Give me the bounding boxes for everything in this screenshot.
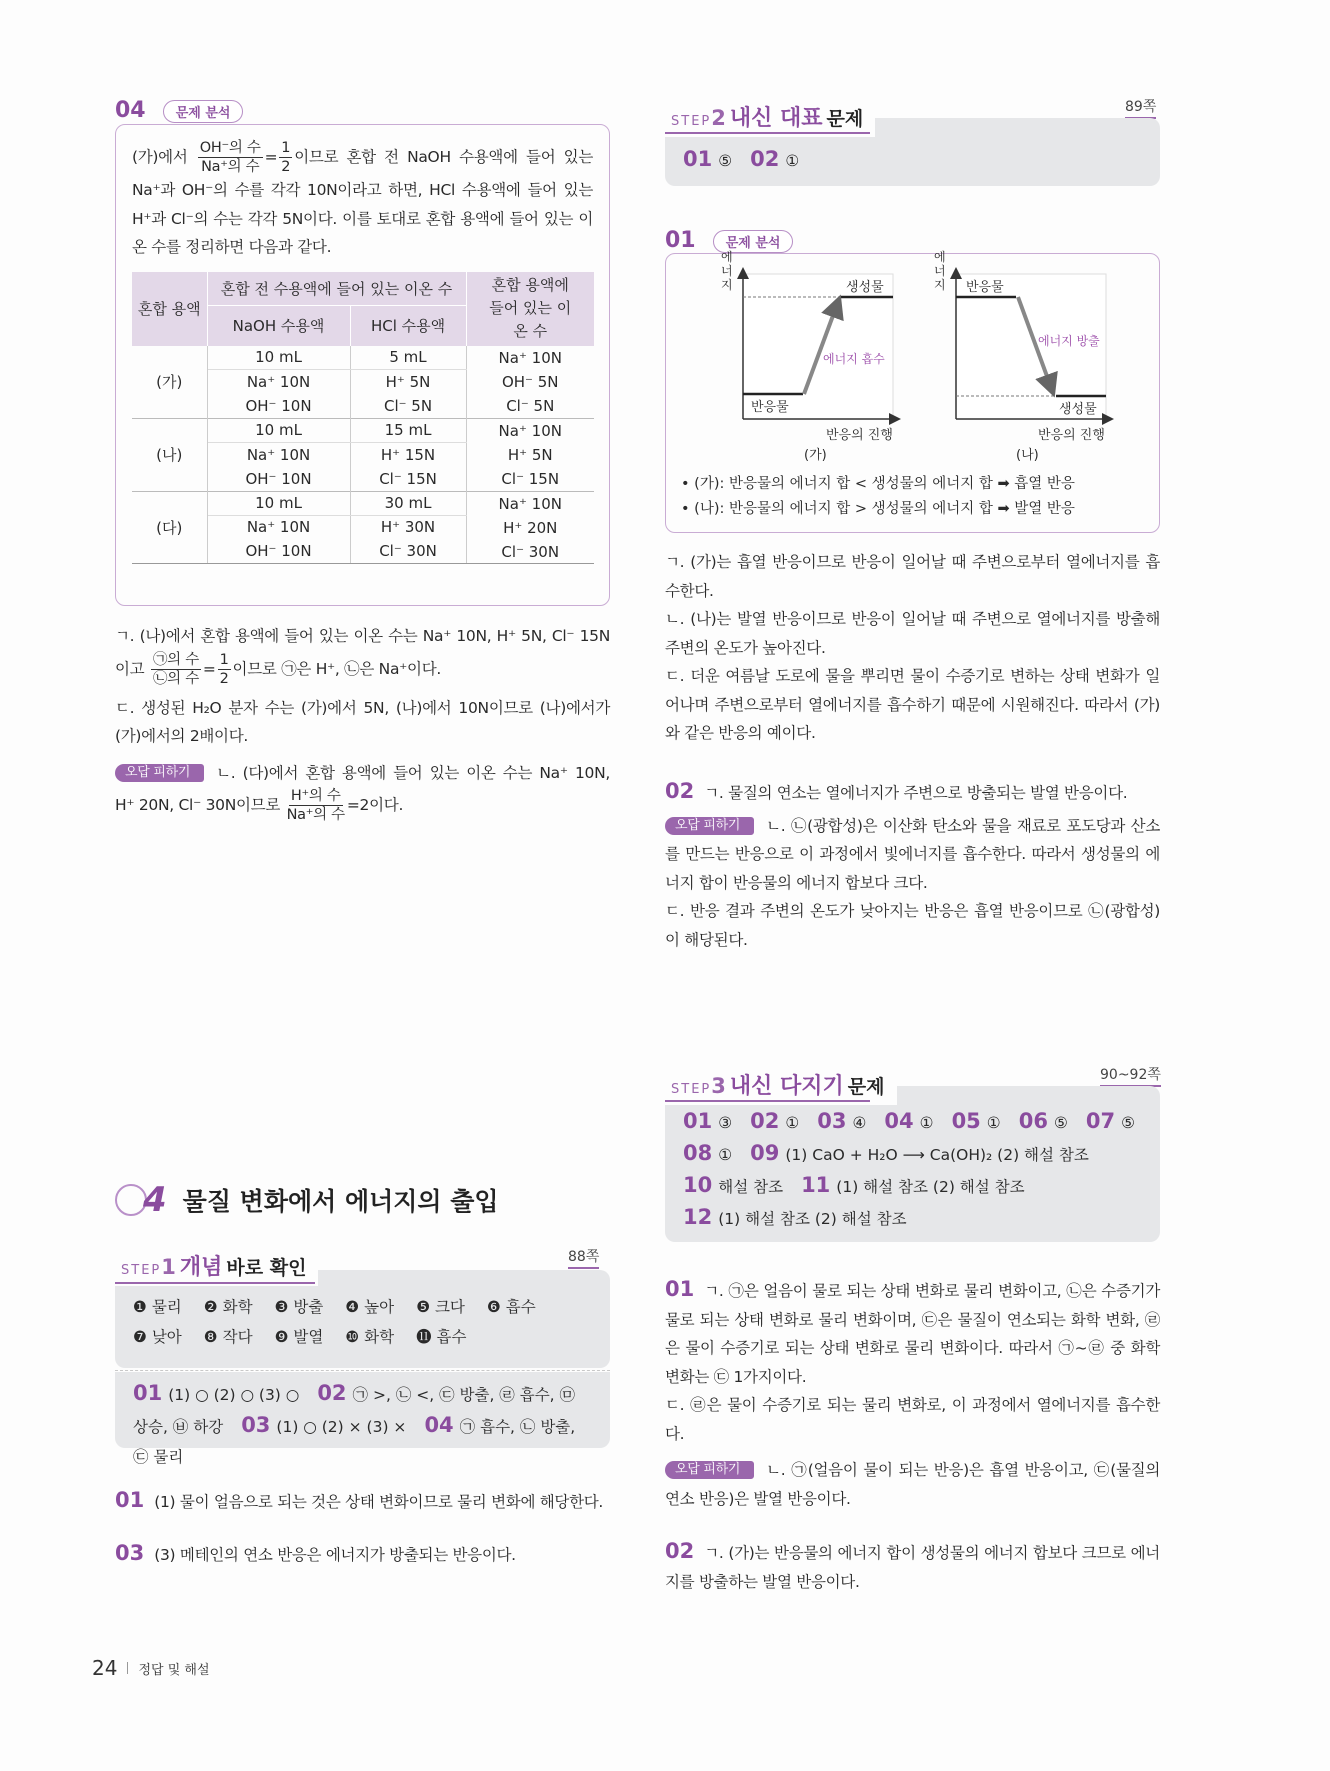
- step1-underline: [115, 1282, 315, 1284]
- answer-value: ③: [718, 1114, 733, 1132]
- answer-value: (1) CaO + H₂O ⟶ Ca(OH)₂ (2) 해설 참조: [785, 1146, 1089, 1164]
- ion-table: 혼합 용액 혼합 전 수용액에 들어 있는 이온 수 혼합 용액에 들어 있는 이온 수 NaOH 수용액 HCl 수용액 (가) 10 mL 5 mL Na⁺ 10N OH⁻ 5N Cl⁻ 5N Na⁺ 10N H⁺ 5N OH⁻ 10N Cl⁻ 5N (나) 10 mL 15 mL Na⁺ 10N H⁺ 5N Cl⁻ 15N Na⁺ 10N H⁺ 15N OH⁻ 10N Cl⁻ 15N (다) 10 mL 30 mL Na⁺ 10N H⁺ 20N Cl⁻ 30N Na⁺ 10N H⁺ 30N OH⁻ 10N Cl⁻ 30N: [132, 272, 594, 565]
- explanation-paragraph: [665, 548, 1160, 605]
- concept-answer-item: ❼ 낮아: [133, 1328, 182, 1346]
- text-segment: (가)에서: [132, 148, 196, 166]
- text-segment: =: [264, 148, 278, 166]
- answer-value: (1) ○ (2) ○ (3) ○: [168, 1386, 300, 1404]
- ion-count: Na⁺ 10N: [498, 348, 562, 367]
- table-cell: Na⁺ 10N: [207, 515, 350, 539]
- table-cell: Na⁺ 10N: [207, 370, 350, 394]
- answer-value: ⑤: [1121, 1114, 1135, 1132]
- fraction-numerator: ㉠의 수: [152, 651, 199, 668]
- text-segment: ㄷ. ㉣은 물이 수증기로 되는 물리 변화로, 이 과정에서 열에너지를 흡수한다.: [665, 1396, 1160, 1443]
- answer-value: ①: [718, 1146, 733, 1164]
- step1-answer-box: [115, 1372, 610, 1466]
- explanation-paragraph: [665, 1456, 1160, 1513]
- question-number: 06: [1018, 1109, 1048, 1133]
- explanation-paragraph: [115, 1539, 610, 1570]
- ion-count: Na⁺ 10N: [498, 494, 562, 513]
- text-segment: ㄴ. ㉠(얼음이 물이 되는 반응)은 흡열 반응이고, ㉢(물질의 연소 반응)은 발열 반응이다.: [665, 1461, 1160, 1508]
- footer-divider: [127, 1662, 128, 1674]
- answer-line: [683, 1202, 1142, 1234]
- answer-group: [801, 1173, 1025, 1197]
- step3-header: STEP3 내신 다지기 문제: [665, 1073, 897, 1105]
- answer-group: [750, 1109, 800, 1133]
- q01-notes: • (가): 반응물의 에너지 합 < 생성물의 에너지 합 ➡ 흡열 반응 • (나): 반응물의 에너지 합 > 생성물의 에너지 합 ➡ 발열 반응: [681, 476, 1075, 517]
- wrong-answer-badge: 오답 피하기: [665, 817, 754, 835]
- ion-count: H⁺ 5N: [507, 445, 553, 464]
- question-number: 08: [683, 1141, 713, 1165]
- explanation-paragraph: [115, 694, 610, 751]
- text-segment: ㄷ. 더운 여름날 도로에 물을 뿌리면 물이 수증기로 변하는 상태 변화가 일어나며 주변으로부터 열에너지를 흡수하기 때문에 시원해진다. 따라서 (가)와 같은 반응의 예이다.: [665, 667, 1160, 742]
- fraction: [198, 139, 263, 176]
- table-cell: 5 mL: [350, 346, 466, 370]
- text-segment: ㄴ. (다)에서 혼합 용액에 들어 있는 이온 수는 Na⁺ 10N, H⁺ 20N, Cl⁻ 30N이므로: [115, 763, 610, 814]
- question-number: 02: [665, 1539, 695, 1563]
- q04-header: 04 문제 분석: [115, 98, 243, 123]
- question-number: 12: [683, 1205, 713, 1229]
- question-number: 03: [817, 1109, 847, 1133]
- table-cell: Cl⁻ 15N: [350, 467, 466, 491]
- step2-page-ref: 89쪽: [1125, 96, 1156, 119]
- fraction-numerator: 1: [219, 651, 229, 668]
- table-cell: OH⁻ 10N: [207, 467, 350, 491]
- answer-line: [683, 1138, 1142, 1170]
- table-cell: H⁺ 15N: [350, 442, 466, 466]
- question-number: 09: [750, 1141, 780, 1165]
- answer-value: ㉠ >, ㉡ <, ㉢ 방출, ㉣ 흡수, ㉤ 상승, ㉥ 하강: [133, 1386, 576, 1436]
- question-number: 02: [750, 1109, 780, 1133]
- dashed-divider: [115, 1370, 610, 1371]
- table-row: [132, 418, 594, 442]
- table-cell: 10 mL: [207, 491, 350, 515]
- question-number: 03: [115, 1540, 145, 1565]
- answer-group: [817, 1109, 867, 1133]
- text-segment: ㄷ. 반응 결과 주변의 온도가 낮아지는 반응은 흡열 반응이므로 ㉡(광합성)이 해당된다.: [665, 902, 1160, 949]
- answer-value: ⑤: [1053, 1114, 1068, 1132]
- q04-intro: [132, 139, 593, 262]
- concept-answer-item: ❷ 화학: [203, 1298, 253, 1316]
- answer-group: [1018, 1109, 1068, 1133]
- concept-answer-item: ❻ 흡수: [486, 1298, 536, 1316]
- concept-answer-item: ❸ 방출: [274, 1298, 324, 1316]
- q02-explanations: [665, 777, 1160, 954]
- answer-value: ⑤: [718, 152, 733, 170]
- ion-count: Cl⁻ 5N: [506, 396, 555, 415]
- answer-group: [750, 147, 800, 171]
- explanation-paragraph: [115, 759, 610, 825]
- table-cell: OH⁻ 10N: [207, 539, 350, 563]
- analysis-tag: 문제 분석: [163, 100, 244, 123]
- text-segment: 이므로 ㉠은 H⁺, ㉡은 Na⁺이다.: [232, 659, 442, 678]
- q04-analysis-box: [115, 124, 610, 606]
- question-number: 02: [750, 147, 780, 171]
- answer-group: [1085, 1109, 1135, 1133]
- row-label: (다): [132, 491, 207, 564]
- fraction-numerator: OH⁻의 수: [199, 140, 261, 156]
- answer-value: ①: [785, 1114, 800, 1132]
- answer-group: [951, 1109, 1001, 1133]
- fraction: [218, 651, 231, 688]
- ion-count: OH⁻ 5N: [501, 372, 559, 391]
- row-label: (나): [132, 418, 207, 491]
- answer-group: [884, 1109, 934, 1133]
- answer-group: [683, 1141, 733, 1165]
- answer-group: [133, 1381, 300, 1405]
- answer-value: (1) 해설 참조 (2) 해설 참조: [718, 1210, 907, 1228]
- text-segment: ㄴ. ㉡(광합성)은 이산화 탄소와 물을 재료로 포도당과 산소를 만드는 반응으로 이 과정에서 빛에너지를 흡수한다. 따라서 생성물의 에너지 합이 반응물의 에너지 합보다 크다.: [665, 816, 1160, 892]
- explanation-paragraph: [665, 777, 1160, 808]
- row-label: (가): [132, 346, 207, 419]
- table-cell: 30 mL: [350, 491, 466, 515]
- mixture-ions: [466, 346, 594, 419]
- table-cell: 10 mL: [207, 418, 350, 442]
- question-number: 07: [1085, 1109, 1116, 1133]
- concept-answer-item: ❽ 작다: [203, 1328, 253, 1346]
- step3-page-ref: 90~92쪽: [1100, 1064, 1161, 1087]
- table-cell: H⁺ 5N: [350, 370, 466, 394]
- ion-count: H⁺ 20N: [503, 518, 558, 537]
- step1-page-ref: 88쪽: [568, 1246, 599, 1269]
- step1-header: STEP1 개념 바로 확인: [115, 1254, 318, 1286]
- explanation-paragraph: [115, 1486, 610, 1517]
- table-cell: Na⁺ 10N: [207, 442, 350, 466]
- question-number: 01: [665, 1277, 695, 1301]
- answer-value: (1) ○ (2) × (3) ×: [276, 1418, 407, 1436]
- fraction: [287, 787, 345, 824]
- text-segment: =2이다.: [346, 796, 404, 814]
- text-segment: ㄱ. (나)에서 혼합 용액에 들어 있는 이온 수는 Na⁺ 10N, H⁺ 5N, Cl⁻ 15N이고: [115, 627, 610, 678]
- wrong-answer-badge: 오답 피하기: [115, 764, 204, 782]
- fraction-denominator: 2: [281, 159, 291, 175]
- answer-line: [683, 1170, 1142, 1202]
- question-number: 03: [241, 1413, 271, 1437]
- table-cell: H⁺ 30N: [350, 515, 466, 539]
- answer-group: [683, 1109, 733, 1133]
- fraction-denominator: Na⁺의 수: [286, 807, 345, 823]
- fraction-numerator: 1: [281, 140, 291, 156]
- explanation-paragraph: [665, 1275, 1160, 1391]
- answer-group: [683, 1205, 907, 1229]
- explanation-paragraph: [665, 662, 1160, 748]
- answer-group: [750, 1141, 1089, 1165]
- question-number: 01: [133, 1381, 163, 1405]
- text-segment: (1) 물이 얼음으로 되는 것은 상태 변화이므로 물리 변화에 해당한다.: [154, 1493, 604, 1511]
- text-segment: ㄱ. (가)는 반응물의 에너지 합이 생성물의 에너지 합보다 크므로 에너지를 방출하는 발열 반응이다.: [665, 1544, 1160, 1591]
- section-heading: 4 물질 변화에서 에너지의 출입: [115, 1180, 499, 1220]
- q01-analysis-box: 에너지 생성물 반응물 에너지 흡수 반응의 진행 (가) 에너지 반응물 생성물 에너지 방출 반응의 진행 (나) • (가): 반응물의 에너지 합 < 생성물의 에너지 합 ➡ 흡열 반응 • (나): 반응물의 에너지 합 > 생성물의 에너지 합 ➡ 발열 반응: [665, 253, 1160, 533]
- concept-answer-item: ⓫ 흡수: [416, 1328, 467, 1346]
- question-number: 04: [884, 1109, 914, 1133]
- answer-value: ①: [785, 152, 800, 170]
- ion-count: Na⁺ 10N: [498, 421, 562, 440]
- step2-underline: [665, 132, 870, 134]
- answer-group: [683, 1173, 784, 1197]
- fraction-denominator: ㉡의 수: [152, 670, 199, 687]
- step1-explanations: [115, 1486, 610, 1569]
- ion-count: Cl⁻ 30N: [501, 542, 560, 561]
- text-segment: ㄱ. 물질의 연소는 열에너지가 주변으로 방출되는 발열 반응이다.: [704, 784, 1128, 802]
- answer-value: ①: [986, 1114, 1001, 1132]
- concept-answer-item: ❿ 화학: [345, 1328, 395, 1346]
- concept-answer-item: ❾ 발열: [274, 1328, 324, 1346]
- question-number: 01: [683, 147, 713, 171]
- mixture-ions: [466, 418, 594, 491]
- text-segment: ㄱ. (가)는 흡열 반응이므로 반응이 일어날 때 주변으로부터 열에너지를 흡수한다.: [665, 553, 1160, 600]
- answer-value: ㉠ 흡수, ㉡ 방출, ㉢ 물리: [133, 1418, 576, 1466]
- table-cell: OH⁻ 10N: [207, 394, 350, 418]
- wrong-answer-badge: 오답 피하기: [665, 1461, 754, 1479]
- text-segment: ㄴ. (나)는 발열 반응이므로 반응이 일어날 때 주변으로 열에너지를 방출해 주변의 온도가 높아진다.: [665, 610, 1160, 657]
- answer-value: 해설 참조: [718, 1178, 784, 1196]
- table-cell: Cl⁻ 5N: [350, 394, 466, 418]
- answer-value: ①: [919, 1114, 934, 1132]
- step3-explanations: [665, 1275, 1160, 1596]
- answer-line: [683, 1106, 1142, 1138]
- concept-answer-item: ❶ 물리: [133, 1298, 182, 1316]
- table-cell: Cl⁻ 30N: [350, 539, 466, 563]
- fraction: [151, 651, 201, 688]
- explanation-paragraph: [665, 1537, 1160, 1596]
- answer-group: [241, 1413, 407, 1437]
- q04-explanations: [115, 622, 610, 824]
- step3-underline: [665, 1100, 870, 1102]
- explanation-paragraph: [665, 1391, 1160, 1448]
- concept-answer-item: ❺ 크다: [416, 1298, 465, 1316]
- fraction-denominator: Na⁺의 수: [201, 159, 260, 175]
- q01-explanations: [665, 548, 1160, 748]
- text-segment: 이므로 혼합 전 NaOH 수용액에 들어 있는 Na⁺과 OH⁻의 수를 각각 10N이라고 하면, HCl 수용액에 들어 있는 H⁺과 Cl⁻의 수는 각각 5N이다. 이를 토대로 혼합 용액에 들어 있는 이온 수를 정리하면 다음과 같다.: [132, 148, 594, 256]
- table-row: [132, 346, 594, 370]
- table-cell: 10 mL: [207, 346, 350, 370]
- question-number: 05: [951, 1109, 981, 1133]
- fraction-denominator: 2: [219, 670, 229, 687]
- answer-value: ④: [852, 1114, 867, 1132]
- footer: 24 정답 및 해설: [92, 1656, 210, 1680]
- question-number: 11: [801, 1173, 831, 1197]
- explanation-paragraph: [665, 897, 1160, 954]
- question-number: 02: [317, 1381, 347, 1405]
- text-segment: ㄷ. 생성된 H₂O 분자 수는 (가)에서 5N, (나)에서 10N이므로 (나)에서가 (가)에서의 2배이다.: [115, 698, 610, 745]
- table-row: [132, 491, 594, 515]
- question-number: 01: [115, 1488, 145, 1512]
- explanation-paragraph: [665, 812, 1160, 898]
- answer-group: [683, 147, 733, 171]
- question-number: 01: [683, 1109, 713, 1133]
- text-segment: (3) 메테인의 연소 반응은 에너지가 방출되는 반응이다.: [154, 1545, 516, 1564]
- explanation-paragraph: [665, 605, 1160, 662]
- step2-header: STEP2 내신 대표 문제: [665, 105, 875, 137]
- question-number: 04: [424, 1413, 454, 1437]
- table-cell: 15 mL: [350, 418, 466, 442]
- text-segment: ㄱ. ㉠은 얼음이 물로 되는 상태 변화로 물리 변화이고, ㉡은 수증기가 물로 되는 상태 변화로 물리 변화이며, ㉢은 물질이 연소되는 화학 변화, ㉣은 물이 수증기로 되는 상태 변화로 물리 변화이다. 따라서 ㉠~㉣ 중 화학 변화는 ㉢ 1가지이다.: [665, 1282, 1160, 1386]
- concept-answer-item: ❹ 높아: [345, 1298, 395, 1316]
- text-segment: =: [202, 659, 216, 678]
- q01-header: 01 문제 분석: [665, 228, 793, 253]
- ion-count: Cl⁻ 15N: [501, 469, 560, 488]
- answer-value: (1) 해설 참조 (2) 해설 참조: [836, 1178, 1025, 1196]
- question-number: 10: [683, 1173, 713, 1197]
- mixture-ions: [466, 491, 594, 564]
- explanation-paragraph: [115, 622, 610, 688]
- question-number: 02: [665, 779, 695, 803]
- step3-answer-box: [665, 1086, 1160, 1242]
- fraction-numerator: H⁺의 수: [290, 788, 341, 804]
- fraction: [279, 139, 292, 176]
